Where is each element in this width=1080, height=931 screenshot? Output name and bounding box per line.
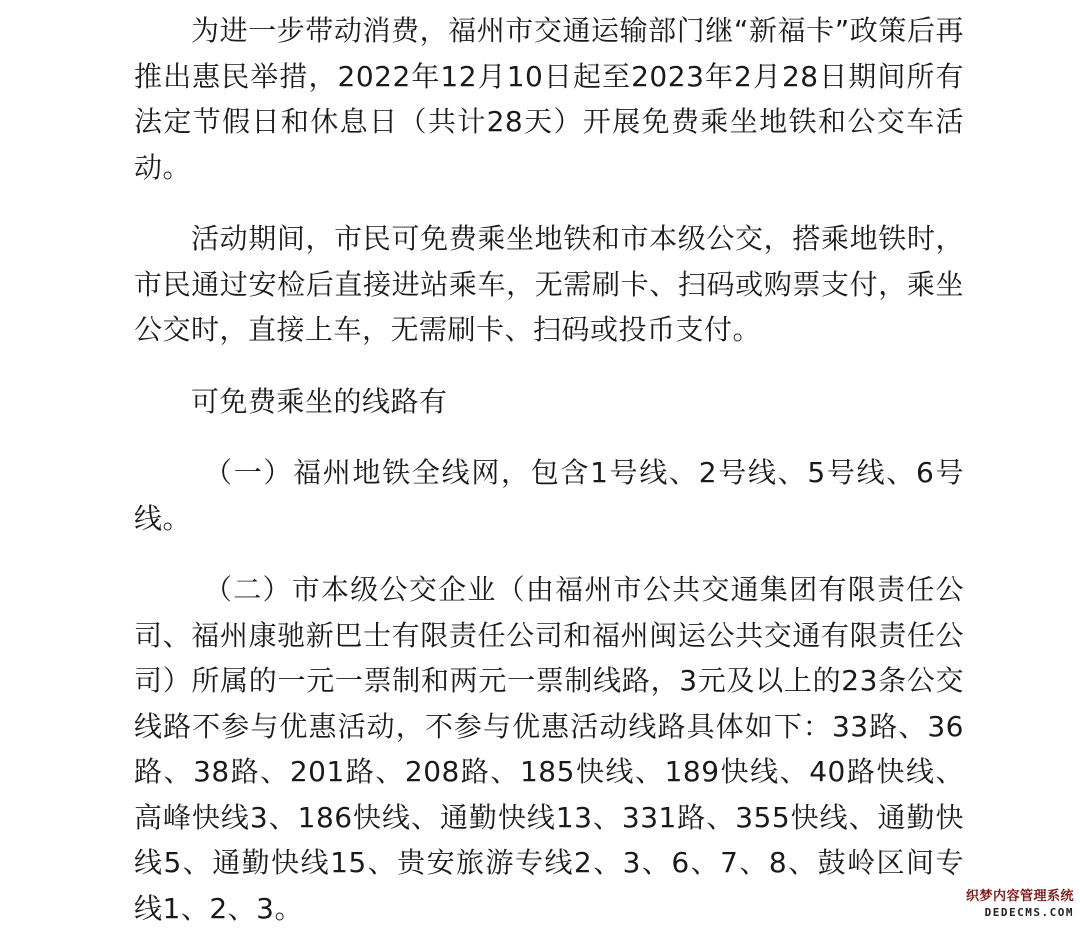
paragraph-policy-intro: 为进一步带动消费，福州市交通运输部门继“新福卡”政策后再推出惠民举措，2022年12月10日起至2023年2月28日期间所有法定节假日和休息日（共计28天）开展免费乘坐地铁和公交车活动。: [134, 14, 964, 184]
paragraph-gap: [134, 190, 964, 216]
paragraph-metro-lines: （一）福州地铁全线网，包含1号线、2号线、5号线、6号线。: [134, 456, 964, 535]
article-body: [134, 8, 964, 931]
paragraph-gap: [134, 353, 964, 379]
paragraph-gap: [134, 541, 964, 567]
paragraph-bus-lines: （二）市本级公交企业（由福州市公共交通集团有限责任公司、福州康驰新巴士有限责任公司和福州闽运公共交通有限责任公司）所属的一元一票制和两元一票制线路，3元及以上的23条公交线路不参与优惠活动，不参与优惠活动线路具体如下：33路、36路、38路、201路、208路、185快线、189快线、40路快线、高峰快线3、186快线、通勤快线13、331路、355快线、通勤快线5、通勤快线15、贵安旅游专线2、3、6、7、8、鼓岭区间专线1、2、3。: [134, 573, 964, 925]
site-watermark: [966, 889, 1074, 921]
paragraph-free-lines-heading: 可免费乘坐的线路有: [191, 384, 448, 418]
watermark-title: 织梦内容管理系统: [965, 889, 1074, 904]
watermark-domain: DEDECMS.COM: [984, 906, 1074, 919]
paragraph-activity-details: 活动期间，市民可免费乘坐地铁和市本级公交，搭乘地铁时，市民通过安检后直接进站乘车，无需刷卡、扫码或购票支付，乘坐公交时，直接上车，无需刷卡、扫码或投币支付。: [134, 222, 964, 346]
paragraph-gap: [134, 424, 964, 450]
